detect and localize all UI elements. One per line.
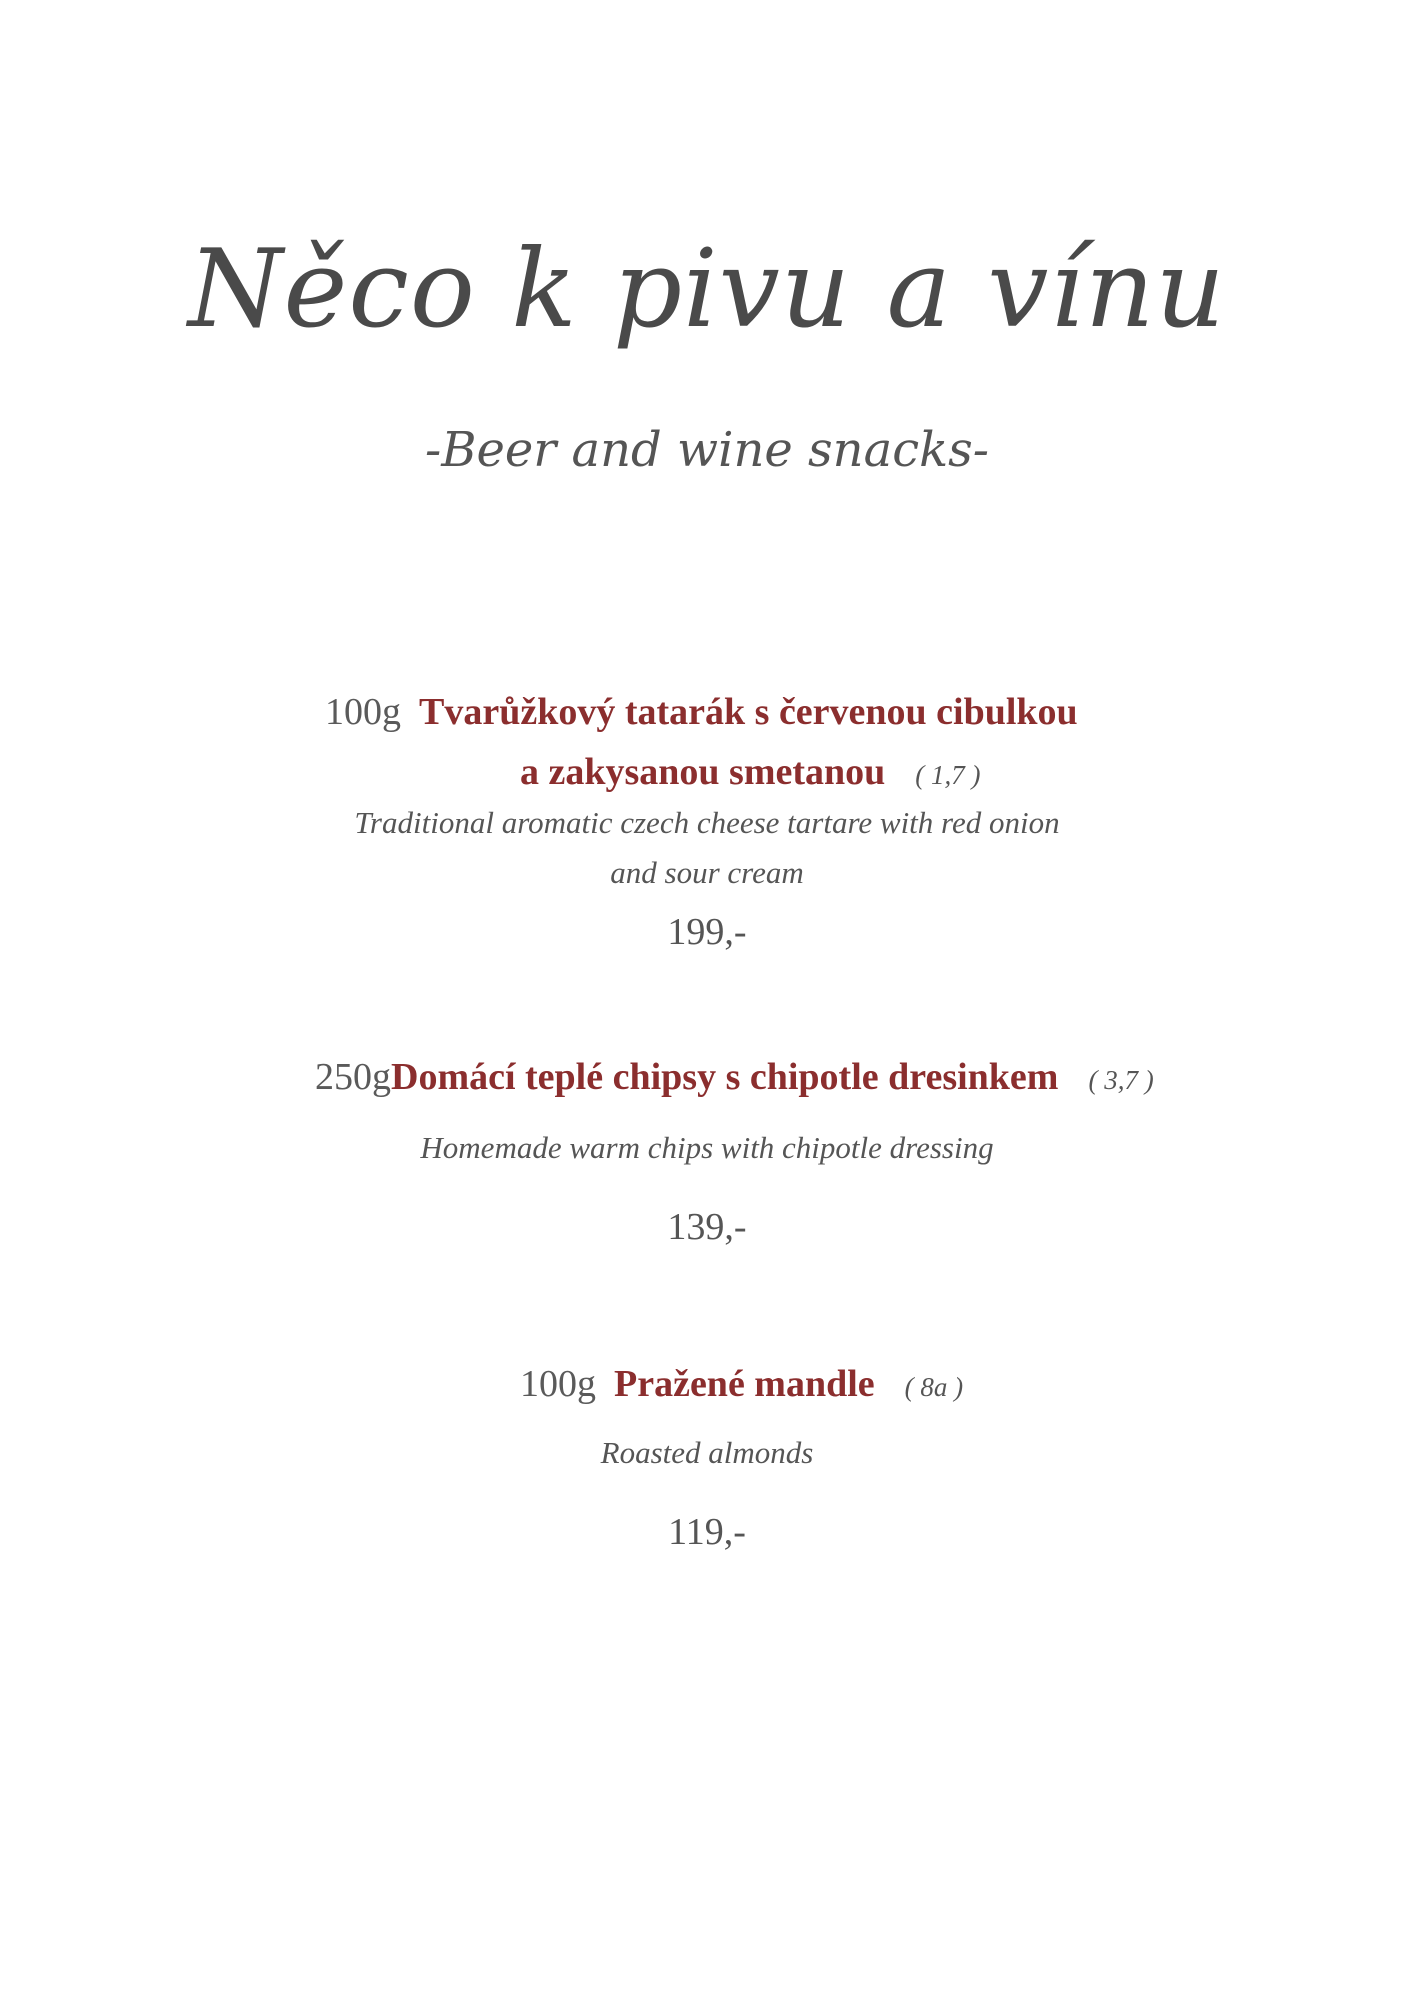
menu-item-heading [325, 690, 1078, 734]
item-name-cont: a zakysanou smetanou [520, 751, 886, 793]
item-price: 139,- [667, 1206, 747, 1248]
page-subtitle: -Beer and wine snacks- [424, 422, 990, 478]
item-description: Traditional aromatic czech cheese tartare with red onion [354, 805, 1060, 840]
menu-item-heading-cont [520, 750, 981, 794]
item-weight: 100g [325, 691, 401, 733]
page-title: Něco k pivu a vínu [188, 227, 1226, 352]
item-price: 199,- [667, 911, 747, 953]
menu-item-heading [520, 1362, 963, 1406]
menu-item-heading [315, 1055, 1154, 1099]
item-price: 119,- [668, 1511, 746, 1553]
item-allergens: ( 3,7 ) [1088, 1065, 1154, 1095]
item-weight: 100g [520, 1363, 596, 1405]
item-description: Roasted almonds [600, 1435, 814, 1470]
item-name: Domácí teplé chipsy s chipotle dresinkem [391, 1056, 1059, 1098]
item-allergens: ( 8a ) [904, 1372, 964, 1402]
item-description-cont: and sour cream [610, 855, 804, 890]
item-weight: 250g [315, 1056, 391, 1098]
item-name: Tvarůžkový tatarák s červenou cibulkou [419, 691, 1078, 733]
item-description: Homemade warm chips with chipotle dressing [420, 1130, 994, 1165]
item-name: Pražené mandle [614, 1363, 875, 1405]
item-allergens: ( 1,7 ) [915, 760, 981, 790]
